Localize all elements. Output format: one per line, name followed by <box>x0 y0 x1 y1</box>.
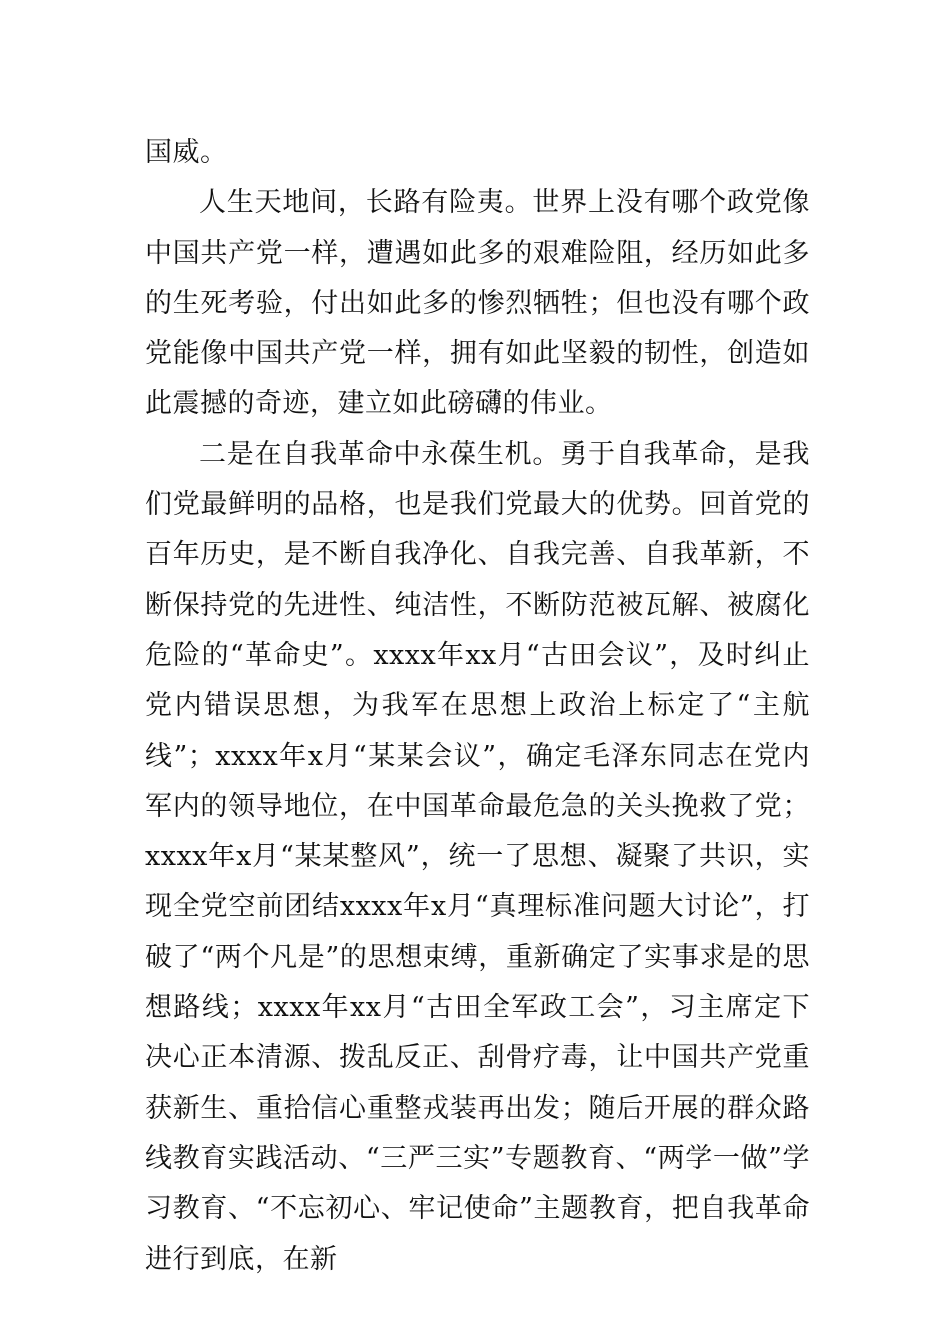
document-body <box>145 128 810 1285</box>
paragraph-continuation: 国威。 <box>145 137 228 168</box>
paragraph-life-path: 人生天地间，长路有险夷。世界上没有哪个政党像中国共产党一样，遭遇如此多的艰难险阻，经历如此多的生死考验，付出如此多的惨烈牺牲；但也没有哪个政党能像中国共产党一样，拥有如此坚毅的韧性，创造如此震撼的奇迹，建立如此磅礴的伟业。 <box>145 187 810 420</box>
paragraph-self-revolution: 二是在自我革命中永葆生机。勇于自我革命，是我们党最鲜明的品格，也是我们党最大的优势。回首党的百年历史，是不断自我净化、自我完善、自我革新，不断保持党的先进性、纯洁性，不断防范被瓦解、被腐化危险的“革命史”。xxxx年xx月“古田会议”，及时纠止党内错误思想，为我军在思想上政治上标定了“主航线”；xxxx年x月“某某会议”，确定毛泽东同志在党内军内的领导地位，在中国革命最危急的关头挽救了党；xxxx年x月“某某整风”，统一了思想、凝聚了共识，实现全党空前团结xxxx年x月“真理标准问题大讨论”，打破了“两个凡是”的思想束缚，重新确定了实事求是的思想路线；xxxx年xx月“古田全军政工会”，习主席定下决心正本清源、拨乱反正、刮骨疗毒，让中国共产党重获新生、重拾信心重整戎装再出发；随后开展的群众路线教育实践活动、“三严三实”专题教育、“两学一做”学习教育、“不忘初心、牢记使命”主题教育，把自我革命进行到底，在新 <box>145 438 810 1275</box>
